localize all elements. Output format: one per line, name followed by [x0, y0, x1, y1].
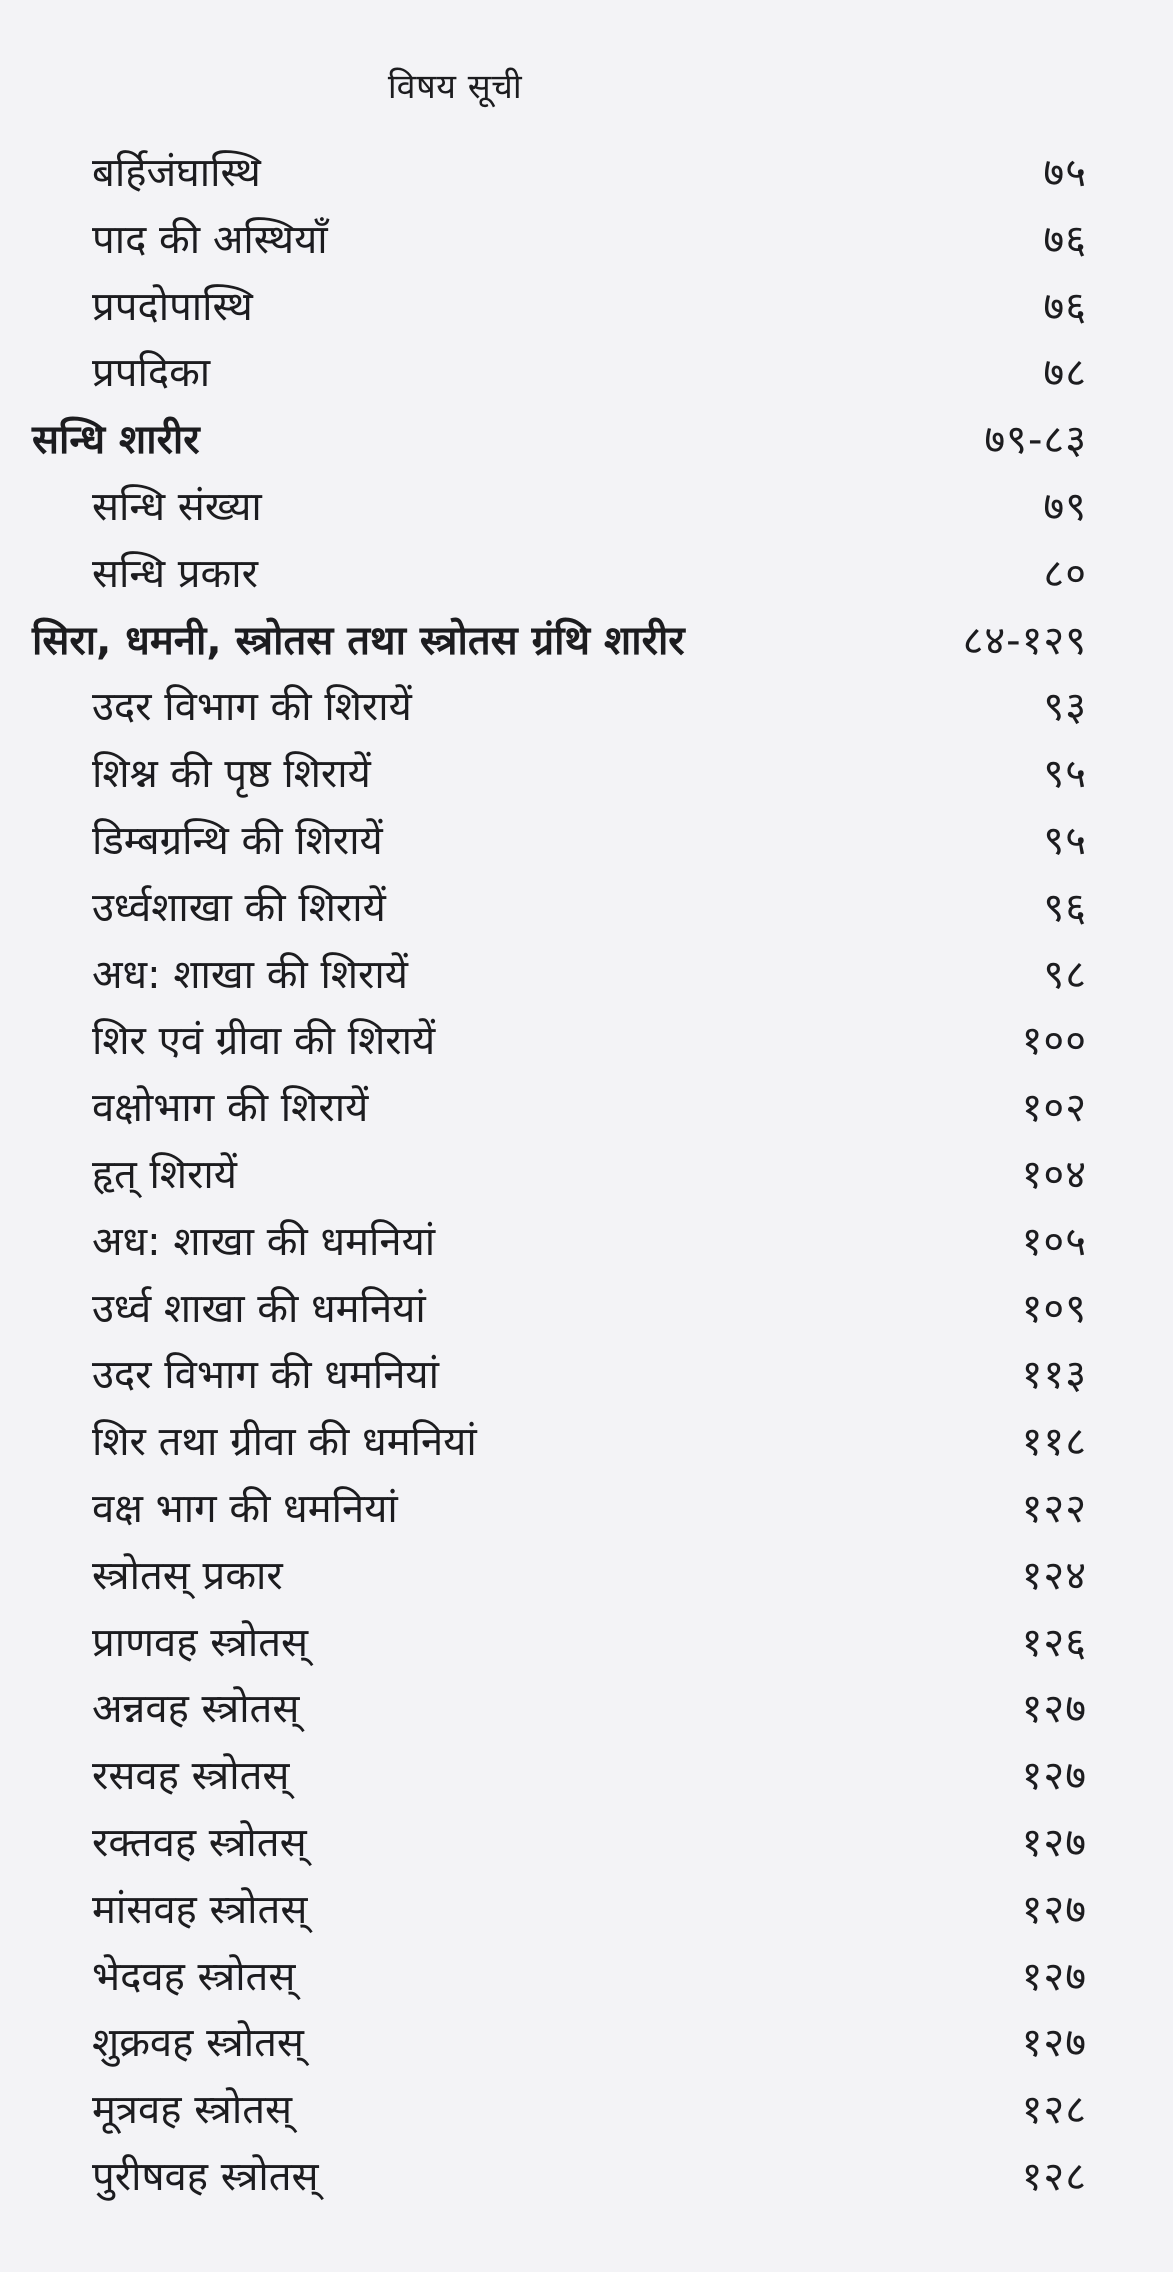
toc-entry-page: १०५ — [1021, 1218, 1087, 1265]
toc-entry-page: १२७ — [1021, 1753, 1087, 1800]
toc-entry — [0, 1877, 1173, 1944]
toc-entry-page: १२७ — [1021, 1819, 1087, 1866]
toc-entry — [0, 1676, 1173, 1743]
toc-entry-title: वक्षोभाग की शिरायें — [92, 1085, 369, 1132]
toc-entry-title: शुक्रवह स्त्रोतस् — [92, 2020, 304, 2067]
toc-entry — [0, 1810, 1173, 1877]
toc-entry — [0, 674, 1173, 741]
toc-entry — [0, 875, 1173, 942]
toc-entry — [0, 1142, 1173, 1209]
toc-entry — [0, 942, 1173, 1009]
toc-entry-page: १०४ — [1021, 1151, 1087, 1198]
toc-entry-title: शिश्न की पृष्ठ शिरायें — [92, 751, 371, 798]
toc-entry-title: भेदवह स्त्रोतस् — [92, 1953, 296, 2000]
toc-section-page-range: ७९-८३ — [984, 417, 1087, 464]
toc-entry — [0, 1209, 1173, 1276]
toc-entry-title: सन्धि संख्या — [92, 483, 262, 530]
toc-entry — [0, 274, 1173, 341]
toc-entry-page: १२७ — [1021, 1953, 1087, 2000]
toc-entry — [0, 1276, 1173, 1343]
toc-entry-page: १२७ — [1021, 1686, 1087, 1733]
toc-entry — [0, 474, 1173, 541]
toc-entry-page: ७६ — [1043, 216, 1087, 263]
toc-entry — [0, 1008, 1173, 1075]
toc-entry-title: वक्ष भाग की धमनियां — [92, 1485, 398, 1532]
toc-entry-title: अन्नवह स्त्रोतस् — [92, 1686, 300, 1733]
toc-entry-page: ९६ — [1043, 884, 1087, 931]
toc-entry-title: उर्ध्व शाखा की धमनियां — [92, 1285, 426, 1332]
toc-entry-page: ११३ — [1021, 1352, 1087, 1399]
toc-entry-title: रक्तवह स्त्रोतस् — [92, 1819, 307, 1866]
toc-entry-page: १२८ — [1021, 2153, 1087, 2200]
page-title: विषय सूची — [387, 67, 523, 107]
toc-entry — [0, 207, 1173, 274]
toc-section-heading — [0, 407, 1173, 474]
toc-entry — [0, 2010, 1173, 2077]
toc-entry-title: उदर विभाग की धमनियां — [92, 1352, 439, 1399]
toc-entry-title: शिर तथा ग्रीवा की धमनियां — [92, 1419, 477, 1466]
toc-entry — [0, 808, 1173, 875]
toc-entry-title: अध: शाखा की धमनियां — [92, 1218, 436, 1265]
toc-entry-title: पुरीषवह स्त्रोतस् — [92, 2153, 319, 2200]
toc-entry — [0, 2144, 1173, 2211]
toc-entry-title: स्त्रोतस् प्रकार — [92, 1552, 283, 1599]
toc-entry-page: १२६ — [1021, 1619, 1087, 1666]
toc-entry-page: १२८ — [1021, 2087, 1087, 2134]
toc-entry-page: १२७ — [1021, 2020, 1087, 2067]
toc-entry — [0, 541, 1173, 608]
toc-entry-title: उदर विभाग की शिरायें — [92, 684, 412, 731]
toc-entry-page: ७९ — [1043, 483, 1087, 530]
toc-entry — [0, 1476, 1173, 1543]
toc-entry-page: १०० — [1021, 1018, 1087, 1065]
toc-entry-title: मांसवह स्त्रोतस् — [92, 1886, 308, 1933]
toc-entry-page: १०९ — [1021, 1285, 1087, 1332]
toc-entry-title: प्रपदोपास्थि — [92, 283, 253, 330]
toc-entry-title: रसवह स्त्रोतस् — [92, 1753, 290, 1800]
toc-entry-title: प्रपदिका — [92, 350, 211, 397]
toc-entry — [0, 1342, 1173, 1409]
toc-entry-title: डिम्बग्रन्थि की शिरायें — [92, 817, 383, 864]
toc-entry — [0, 741, 1173, 808]
toc-entry — [0, 1944, 1173, 2011]
toc-entry-page: ८० — [1043, 550, 1087, 597]
table-of-contents — [0, 140, 1173, 2211]
toc-entry-page: १२७ — [1021, 1886, 1087, 1933]
toc-entry-page: ७६ — [1043, 283, 1087, 330]
toc-entry-title: बर्हिजंघास्थि — [92, 150, 261, 196]
toc-entry-page: ९५ — [1043, 817, 1087, 864]
toc-entry — [0, 140, 1173, 207]
toc-entry-title: मूत्रवह स्त्रोतस् — [92, 2087, 293, 2134]
toc-entry-title: शिर एवं ग्रीवा की शिरायें — [92, 1018, 436, 1065]
toc-entry-page: १२४ — [1021, 1552, 1087, 1599]
toc-entry-title: सन्धि प्रकार — [92, 550, 258, 597]
toc-entry — [0, 2077, 1173, 2144]
toc-entry-title: पाद की अस्थियाँ — [92, 216, 328, 263]
toc-entry-page: ११८ — [1021, 1419, 1087, 1466]
toc-section-page-range: ८४-१२९ — [962, 617, 1087, 664]
toc-entry-title: अध: शाखा की शिरायें — [92, 951, 408, 998]
toc-entry-page: ९५ — [1043, 751, 1087, 798]
toc-entry-page: ९३ — [1043, 684, 1087, 731]
toc-entry-page: ९८ — [1043, 951, 1087, 998]
toc-entry-title: हृत् शिरायें — [92, 1151, 237, 1198]
toc-entry-page: ७५ — [1043, 150, 1087, 196]
toc-entry-title: उर्ध्वशाखा की शिरायें — [92, 884, 386, 931]
toc-entry — [0, 1075, 1173, 1142]
toc-entry-page: १२२ — [1021, 1485, 1087, 1532]
toc-entry — [0, 1743, 1173, 1810]
toc-entry — [0, 1543, 1173, 1610]
toc-section-title: सिरा, धमनी, स्त्रोतस तथा स्त्रोतस ग्रंथि शारीर — [32, 617, 685, 664]
toc-entry — [0, 340, 1173, 407]
toc-entry — [0, 1610, 1173, 1677]
toc-section-heading — [0, 608, 1173, 675]
toc-section-title: सन्धि शारीर — [32, 417, 200, 464]
toc-entry-page: १०२ — [1021, 1085, 1087, 1132]
toc-entry — [0, 1409, 1173, 1476]
toc-entry-page: ७८ — [1043, 350, 1087, 397]
toc-entry-title: प्राणवह स्त्रोतस् — [92, 1619, 309, 1666]
